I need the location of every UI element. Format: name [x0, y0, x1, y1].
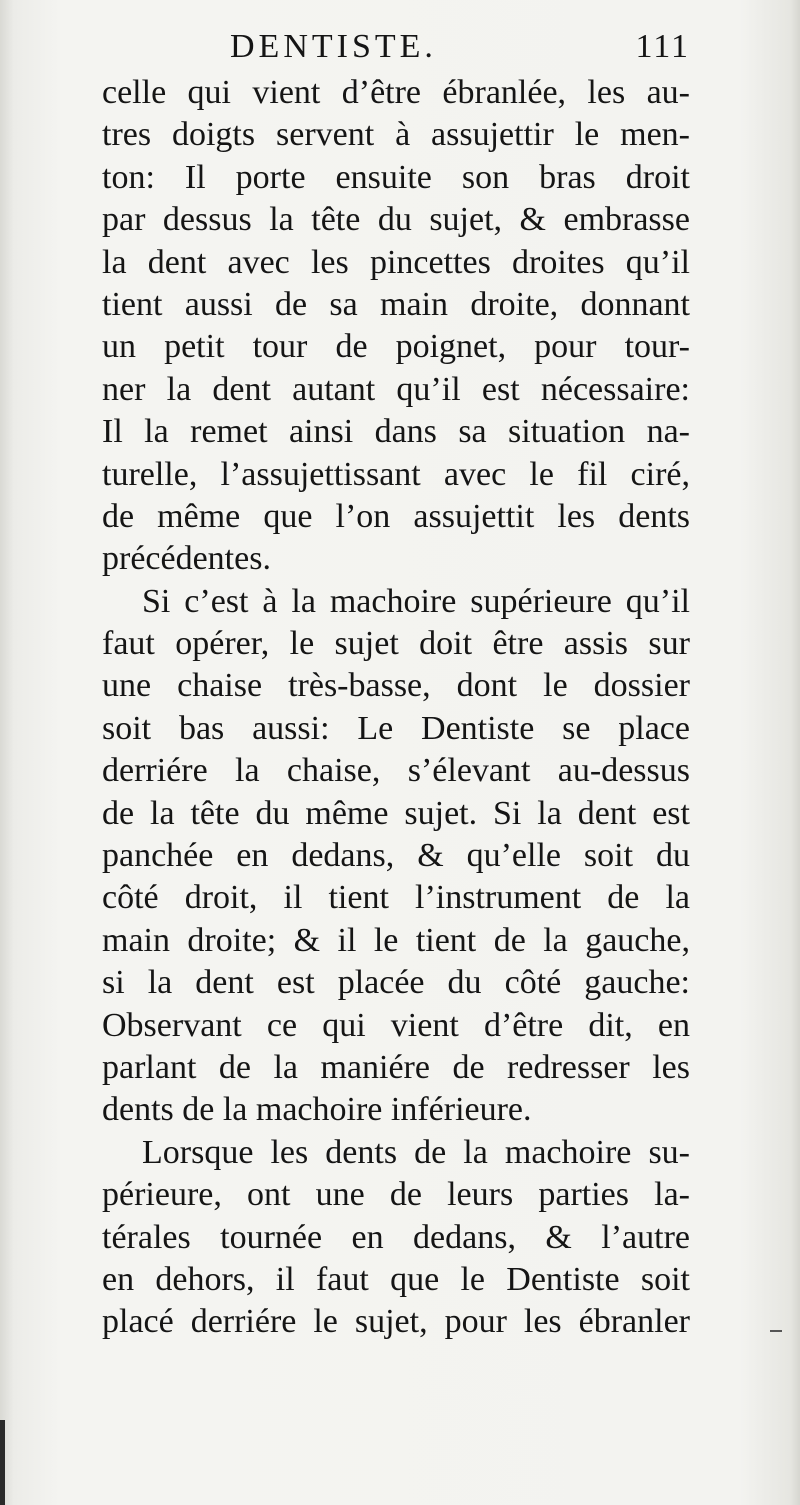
margin-mark	[770, 1330, 782, 1332]
text-line: la dent avec les pincettes droites qu’il	[102, 243, 690, 281]
text-line: Lorsque les dents de la machoire su-	[142, 1133, 690, 1171]
text-line: Si c’est à la machoire supérieure qu’il	[142, 582, 690, 620]
running-head	[230, 28, 690, 68]
text-line: panchée en dedans, & qu’elle soit du	[102, 837, 690, 875]
text-line: main droite; & il le tient de la gauche,	[102, 921, 690, 959]
text-line: tres doigts servent à assujettir le men-	[102, 116, 690, 154]
text-line: Il la remet ainsi dans sa situation na-	[102, 413, 690, 451]
text-line: une chaise très-basse, dont le dossier	[102, 667, 690, 705]
text-line: celle qui vient d’être ébranlée, les au-	[102, 74, 690, 111]
text-line: derriére la chaise, s’élevant au-dessus	[102, 752, 690, 790]
text-line: précédentes.	[102, 540, 271, 578]
text-line: faut opérer, le sujet doit être assis sur	[102, 625, 690, 663]
text-line: périeure, ont une de leurs parties la-	[102, 1176, 690, 1214]
text-line: turelle, l’assujettissant avec le fil ciré,	[102, 455, 690, 493]
text-line: un petit tour de poignet, pour tour-	[102, 328, 690, 366]
text-line: si la dent est placée du côté gauche:	[102, 964, 690, 1002]
text-line: côté droit, il tient l’instrument de la	[102, 879, 690, 917]
text-line: dents de la machoire inférieure.	[102, 1091, 532, 1129]
page-number: 111	[635, 28, 690, 65]
text-line: soit bas aussi: Le Dentiste se place	[102, 709, 690, 747]
text-line: placé derriére le sujet, pour les ébranler	[102, 1303, 690, 1341]
text-line: de la tête du même sujet. Si la dent est	[102, 794, 690, 832]
text-line: térales tournée en dedans, & l’autre	[102, 1218, 690, 1256]
text-line: Observant ce qui vient d’être dit, en	[102, 1006, 690, 1044]
text-line: ner la dent autant qu’il est nécessaire:	[102, 370, 690, 408]
text-line: parlant de la maniére de redresser les	[102, 1048, 690, 1086]
binding-edge	[0, 1420, 5, 1505]
text-line: de même que l’on assujettit les dents	[102, 497, 690, 535]
text-line: ton: Il porte ensuite son bras droit	[102, 158, 690, 196]
text-line: en dehors, il faut que le Dentiste soit	[102, 1260, 690, 1298]
running-head-title: DENTISTE.	[230, 28, 437, 65]
body-text	[102, 72, 690, 1344]
text-line: tient aussi de sa main droite, donnant	[102, 285, 690, 323]
text-line: par dessus la tête du sujet, & embrasse	[102, 201, 690, 239]
